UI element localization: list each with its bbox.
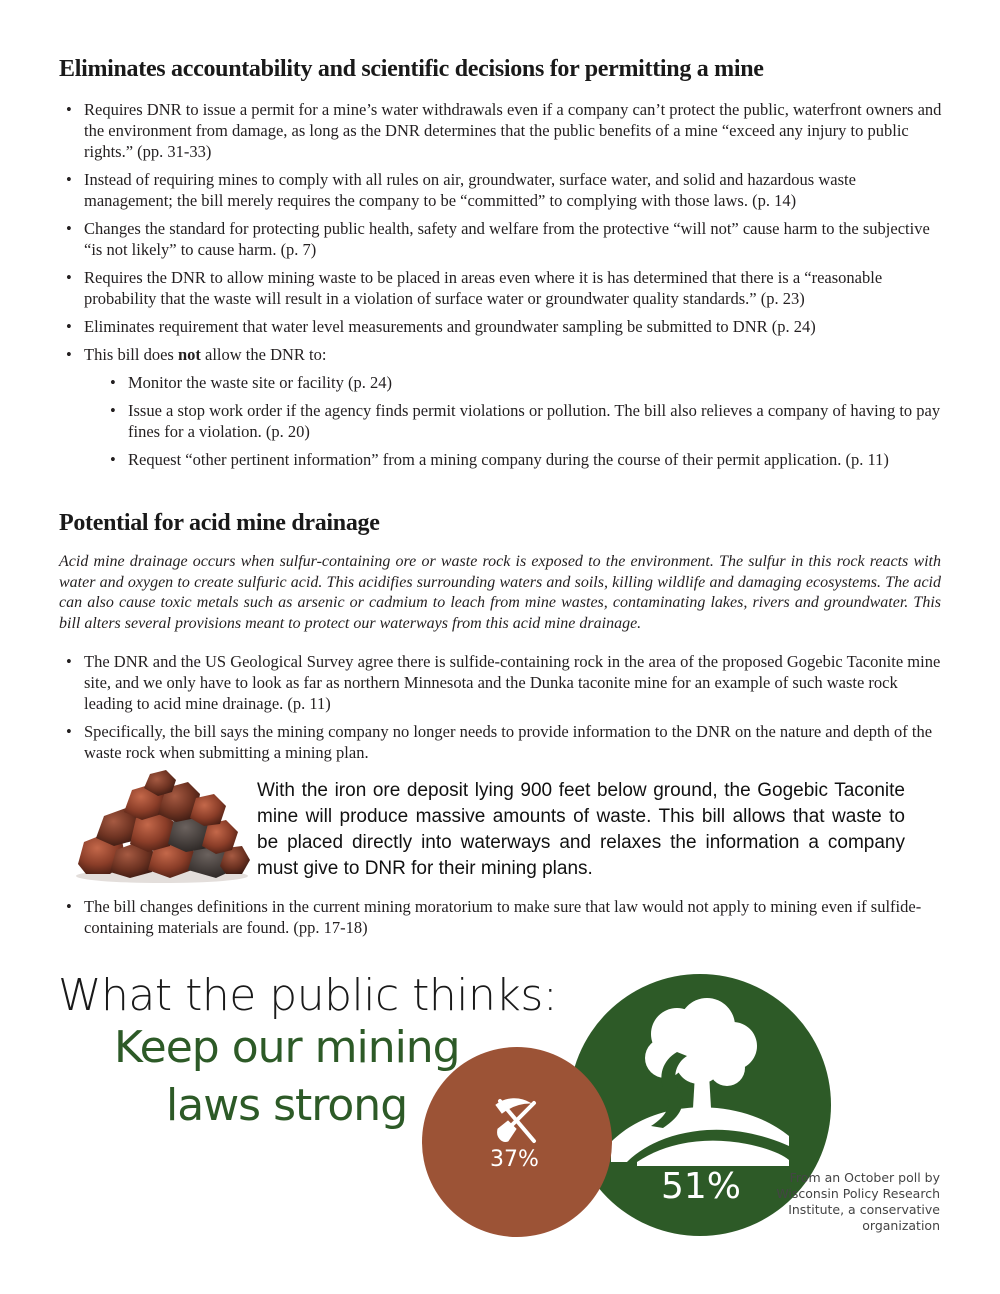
waste-callout: With the iron ore deposit lying 900 feet below ground, the Gogebic Taconite mine will produce massive amounts of waste. This bill allows that waste to be placed directly into waterways and relaxes the information a company must give to DNR for their mining plans. <box>257 780 905 879</box>
sub-list-item: • Request “other pertinent information” from a mining company during the course of their permit application. (p. 11) <box>106 449 942 470</box>
sub-list-item: • Issue a stop work order if the agency finds permit violations or pollution. The bill also relieves a company of having to pay fines for a violation. (p. 20) <box>106 400 942 442</box>
moratorium-list <box>62 896 942 945</box>
section-heading-acid-drainage: Potential for acid mine drainage <box>59 510 380 536</box>
list-item: • The bill changes definitions in the current mining moratorium to make sure that law would not apply to mining even if sulfide-containing materials are found. (pp. 17-18) <box>62 896 942 938</box>
mining-circle <box>422 1047 612 1237</box>
list-item: • Requires the DNR to allow mining waste to be placed in areas even where it is has determined that there is a “reasonable probability that the waste will result in a violation of surface water or groundwater quality standards.” (p. 23) <box>62 267 942 309</box>
mining-percent: 37% <box>490 1147 539 1172</box>
acid-drainage-intro: Acid mine drainage occurs when sulfur-containing ore or waste rock is exposed to the environment. The sulfur in this rock reacts with water and oxygen to create sulfuric acid. This acidifies surrounding waters and soils, killing wildlife and damaging ecosystems. The acid can also cause toxic metals such as arsenic or cadmium to leach from mine wastes, contaminating lakes, rivers and groundwater. This bill alters several provisions meant to protect our waterways from this acid mine drainage. <box>59 553 941 632</box>
poll-source: From an October poll by Wisconsin Policy Research Institute, a conservative organization <box>776 1170 940 1233</box>
list-item-not-allow <box>62 344 942 470</box>
sub-list-item: • Monitor the waste site or facility (p. 24) <box>106 372 942 393</box>
list-item: • Requires DNR to issue a permit for a mine’s water withdrawals even if a company can’t protect the public, waterfront owners and the environment from damage, as long as the DNR determines that the public benefits of a mine “exceed any injury to public rights.” (pp. 31-33) <box>62 99 942 162</box>
not-allow-sublist <box>84 372 942 470</box>
text: This bill does <box>84 345 178 364</box>
list-item: • The DNR and the US Geological Survey agree there is sulfide-containing rock in the area of the proposed Gogebic Taconite mine site, and we only have to look as far as northern Minnesota and the Dunka taconite mine for an example of such waste rock leading to acid mine drainage. (p. 11) <box>62 651 942 714</box>
emphasis-not: not <box>177 345 201 364</box>
laws-strong-percent: 51% <box>661 1166 742 1207</box>
accountability-list <box>62 99 942 477</box>
section-heading-accountability: Eliminates accountability and scientific decisions for permitting a mine <box>59 56 764 82</box>
list-item: • Instead of requiring mines to comply with all rules on air, groundwater, surface water, and solid and hazardous waste management; the bill merely requires the company to be “committed” to complying with those laws. (p. 14) <box>62 169 942 211</box>
list-item: • Eliminates requirement that water level measurements and groundwater sampling be submitted to DNR (p. 24) <box>62 316 942 337</box>
public-thinks-title: What the public thinks: <box>58 970 558 1021</box>
acid-drainage-list <box>62 651 942 770</box>
text: allow the DNR to: <box>200 345 327 364</box>
keep-laws-line-2: laws strong <box>166 1080 408 1131</box>
keep-laws-line-1: Keep our mining <box>114 1022 460 1073</box>
tree-river-icon <box>607 996 793 1166</box>
pickaxe-shovel-icon <box>490 1095 542 1147</box>
iron-ore-rocks-image <box>70 768 252 884</box>
list-item: • Specifically, the bill says the mining company no longer needs to provide information to the DNR on the nature and depth of the waste rock when submitting a mining plan. <box>62 721 942 763</box>
list-item: • Changes the standard for protecting public health, safety and welfare from the protective “will not” cause harm to the subjective “is not likely” to cause harm. (p. 7) <box>62 218 942 260</box>
